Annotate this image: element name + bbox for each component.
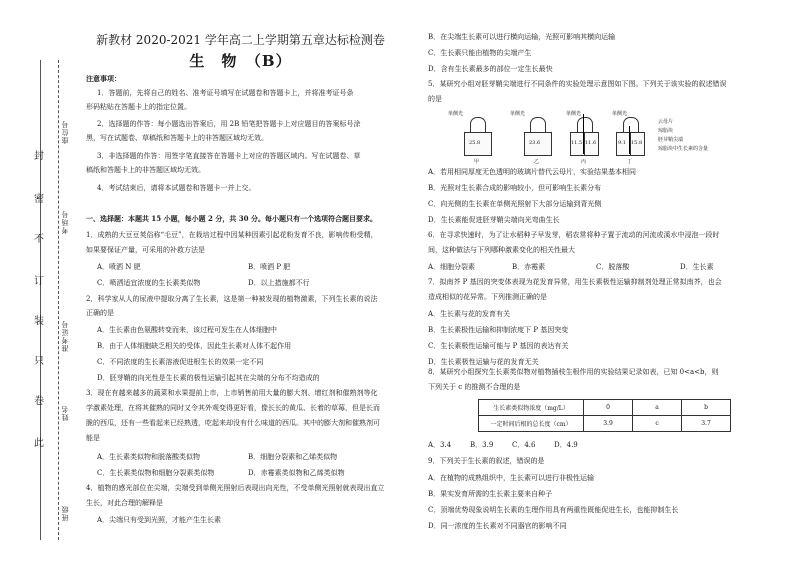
value-label: 15.8 bbox=[631, 140, 643, 146]
mica-sheet bbox=[629, 126, 630, 154]
question-stem: 的是 bbox=[428, 95, 442, 103]
option: C．生长素类似物和细胞分裂素类似物 bbox=[97, 469, 215, 477]
question-stem: 能是 bbox=[86, 434, 100, 442]
figure-label: 甲 bbox=[474, 159, 480, 165]
question-stem: 7．拟南芥 P 基因的突变体表现为花发育异常，用生长素极性运输抑制剂处理正常拟南芥，也会 bbox=[428, 278, 722, 286]
exam-title: 新教材 2020-2021 学年高二上学期第五章达标检测卷 bbox=[96, 33, 385, 47]
value-label: 9.1 bbox=[618, 140, 626, 146]
option: A．3.4 bbox=[428, 441, 452, 449]
question-stem: 2．科学家从人的尿液中提取分离了生长素，这是第一种被发现的植物激素，下列生长素的说法 bbox=[86, 295, 378, 303]
notice-heading: 注意事项： bbox=[86, 74, 121, 83]
table-cell: 0 bbox=[584, 400, 633, 416]
table-cell: c bbox=[633, 416, 682, 432]
option: A．尖端只有受到光照，才能产生生长素 bbox=[97, 516, 222, 524]
question-stem: 4．植物的感光部位在尖端，尖端受到单侧光照射后表现出向光性，不受单侧光照射就表现出直立 bbox=[86, 484, 385, 492]
question-stem: 间，这种做法与下列哪种激素变化的相关性最大 bbox=[428, 246, 575, 254]
option: D．赤霉素类似物和乙烯类似物 bbox=[248, 469, 345, 477]
seal-char: 只 bbox=[34, 356, 44, 367]
section-heading: 一、选择题：本题共 15 小题，每小题 2 分，共 30 分。每小题只有一个选项符合题目要求。 bbox=[86, 214, 377, 223]
table-cell: 3.9 bbox=[584, 416, 633, 432]
legend-item: 胚芽鞘尖端 bbox=[658, 137, 684, 143]
option: C．喷洒适宜浓度的生长素类似物 bbox=[97, 279, 201, 287]
notice-line: 3．非选择题的作答：用签字笔直接答在答题卡上对应的答题区域内。写在试题卷、草 bbox=[97, 152, 361, 160]
option: B．赤霉素 bbox=[512, 263, 546, 271]
question-stem: 造成相似的花异常。下列推测正确的是 bbox=[428, 293, 547, 301]
question-stem: 脆的西瓜，还有一些看起来已经熟透，吃起来却没有什么味道的西瓜。其中的膨大剂和催熟剂可 bbox=[86, 419, 380, 427]
seal-char: 卷 bbox=[34, 396, 44, 407]
option: A．生长素与花的发育有关 bbox=[428, 310, 511, 318]
legend-item: 云母片 bbox=[658, 119, 674, 125]
option: D．生长素能促进胚芽鞘尖端向光弯曲生长 bbox=[428, 216, 560, 224]
table-row bbox=[479, 400, 731, 416]
question-stem: 如果要保证产量，可采用的补救方法是 bbox=[86, 246, 205, 254]
option: C．生长素只能由植物的尖端产生 bbox=[428, 49, 532, 57]
coleoptile-tip bbox=[530, 117, 546, 132]
option: D．4.9 bbox=[554, 441, 578, 449]
option: C．4.6 bbox=[512, 441, 536, 449]
value-label: 23.6 bbox=[529, 140, 541, 146]
value-label: 25.8 bbox=[469, 140, 481, 146]
coleoptile-tip bbox=[470, 117, 486, 132]
seal-char: 封 bbox=[34, 151, 44, 162]
option: A．喷洒 N 肥 bbox=[97, 263, 141, 271]
option: B．光照对生长素合成的影响较小，但可影响生长素分布 bbox=[428, 184, 602, 192]
option: A．若用相同厚度无色透明的玻璃片替代云母片，实验结果基本相同 bbox=[428, 168, 637, 176]
option: B．果实发育所需的生长素主要来自种子 bbox=[428, 490, 553, 498]
coleoptile-tip bbox=[623, 117, 639, 132]
binding-line bbox=[40, 60, 41, 540]
option: D．生长素极性运输与花的发育无关 bbox=[428, 358, 539, 366]
question-stem: 生长，对此合理的解释是 bbox=[86, 499, 163, 507]
seal-char: 装 bbox=[34, 316, 44, 327]
seal-char: 订 bbox=[34, 276, 44, 287]
light-label: 单侧光 bbox=[612, 111, 628, 117]
table-cell: a bbox=[633, 400, 682, 416]
data-table bbox=[478, 399, 731, 432]
question-stem: 9．下列关于生长素的叙述，错误的是 bbox=[428, 457, 545, 465]
legend-note: 琼脂块中生长素的含量 bbox=[658, 146, 709, 152]
option: D．含有生长素最多的部位一定生长最快 bbox=[428, 65, 553, 73]
option: B．细胞分裂素和乙烯类似物 bbox=[248, 453, 338, 461]
question-stem: 5．某研究小组对胚芽鞘尖端进行不同条件的实验处理示意图如下图。下列关于该实验的叙述错误 bbox=[428, 80, 727, 88]
notice-line: 4．考试结束后，请将本试题卷和答题卡一并上交。 bbox=[97, 184, 256, 192]
binding-strip bbox=[0, 0, 78, 561]
table-cell: 一定时间后根的总长度（cm） bbox=[479, 416, 584, 432]
legend-item: 琼脂块 bbox=[658, 128, 674, 134]
option: D．生长素 bbox=[680, 263, 714, 271]
mica-sheet bbox=[583, 114, 584, 154]
option: C．不同浓度的生长素溶液促进根生长的效果一定不同 bbox=[97, 358, 264, 366]
option: C．向光侧的生长素在单侧光照射下大部分运输到背光侧 bbox=[428, 200, 602, 208]
notice-line: 1．答题前，先将自己的姓名、准考证号填写在试题卷和答题卡上，并将准考证号条 bbox=[97, 89, 354, 97]
option: A．生长素由色氨酸转变而来，该过程可发生在人体细胞中 bbox=[97, 326, 278, 334]
seal-char: 此 bbox=[34, 438, 44, 449]
option: D．同一浓度的生长素对不同器官的影响不同 bbox=[428, 522, 567, 530]
table-cell: 生长素类似物浓度（mg/L） bbox=[479, 400, 584, 416]
table-cell: 3.7 bbox=[682, 416, 731, 432]
option: D．以上措施都不行 bbox=[248, 279, 310, 287]
light-label: 单侧光 bbox=[566, 111, 582, 117]
option: B．生长素极性运输和抑制浓度下 P 基因突变 bbox=[428, 326, 569, 334]
value-label: 11.6 bbox=[585, 140, 597, 146]
question-stem: 6．在寻求快速时，为了让水稻种子早发芽，稻农常将种子置于流动的河流或溪水中浸泡一段时 bbox=[428, 231, 720, 239]
option: B．由于人体细胞缺乏相关的受体，因此生长素对人体不起作用 bbox=[97, 342, 292, 350]
figure-label: 丁 bbox=[627, 159, 633, 165]
figure-label: 丙 bbox=[581, 159, 587, 165]
name-field: 姓名 bbox=[61, 405, 69, 421]
option: D．胚芽鞘的向光性是生长素的极性运输引起其在尖端的分布不均造成的 bbox=[97, 374, 320, 382]
table-row bbox=[479, 416, 731, 432]
notice-line: 黑，写在试题卷、草稿纸和答题卡上的非答题区域均无效。 bbox=[86, 134, 268, 142]
admission-number-field: 准考证号 bbox=[61, 320, 69, 352]
cut-line bbox=[58, 60, 59, 540]
notice-line: 2．选择题的作答：每小题选出答案后，用 2B 铅笔把答题卡上对应题目的答案标号涂 bbox=[97, 120, 361, 128]
option: B．在尖端生长素可以进行横向运输，光照可影响其横向运输 bbox=[428, 33, 616, 41]
seal-char: 密 bbox=[34, 194, 44, 205]
seat-number-field: 座位号 bbox=[61, 120, 69, 144]
figure-label: 乙 bbox=[534, 159, 540, 165]
option: B．3.9 bbox=[470, 441, 494, 449]
light-label: 单侧光 bbox=[448, 111, 464, 117]
notice-line: 形码粘贴在答题卡上的指定位置。 bbox=[86, 103, 191, 111]
notice-line: 稿纸和答题卡上的非答题区域均无效。 bbox=[86, 166, 205, 174]
option: A．生长素类似物和脱落酸类似物 bbox=[97, 453, 201, 461]
question-stem: 学激素处理，在将其催熟的同时又令其外观变得更好看，像长长的黄瓜、长着的草莓，但是长而 bbox=[86, 404, 380, 412]
value-label: 11.5 bbox=[571, 140, 583, 146]
question-stem: 正确的是 bbox=[86, 309, 114, 317]
question-stem: 8．某研究小组探究生长素类似物对植物插枝生根作用的实验结果记录如表，已知 0<a<b，则 bbox=[428, 368, 719, 376]
question-stem: 3．现在有越来越多的蔬菜和水果提前上市，上市销售前用大量的膨大剂、增红剂和催熟剂等化 bbox=[86, 389, 378, 397]
option: B．喷洒 P 肥 bbox=[248, 263, 291, 271]
light-label: 单侧光 bbox=[510, 111, 526, 117]
coleoptile-tip bbox=[577, 117, 593, 132]
option: C．脱落酸 bbox=[596, 263, 630, 271]
option: A．在植物的成熟组织中，生长素可以进行非极性运输 bbox=[428, 474, 595, 482]
seal-char: 不 bbox=[34, 234, 44, 245]
option: C．生长素极性运输可能与 P 基因的表达有关 bbox=[428, 342, 569, 350]
option: C．顶端优势现象说明生长素的生理作用具有两重性既能促进生长，也能抑制生长 bbox=[428, 506, 679, 514]
option: A．细胞分裂素 bbox=[428, 263, 476, 271]
question-stem: 1．成熟的大豆豆荚俗称“毛豆”，在栽培过程中因某种因素引起花粉发育不良，影响传粉受精， bbox=[86, 231, 378, 239]
exam-room-field: 考场号 bbox=[61, 210, 69, 234]
table-cell: b bbox=[682, 400, 731, 416]
exam-subject: 生 物 （B） bbox=[189, 52, 292, 70]
question-stem: 下列关于 c 的推测不合理的是 bbox=[428, 383, 521, 391]
class-field: 班级 bbox=[61, 505, 69, 521]
